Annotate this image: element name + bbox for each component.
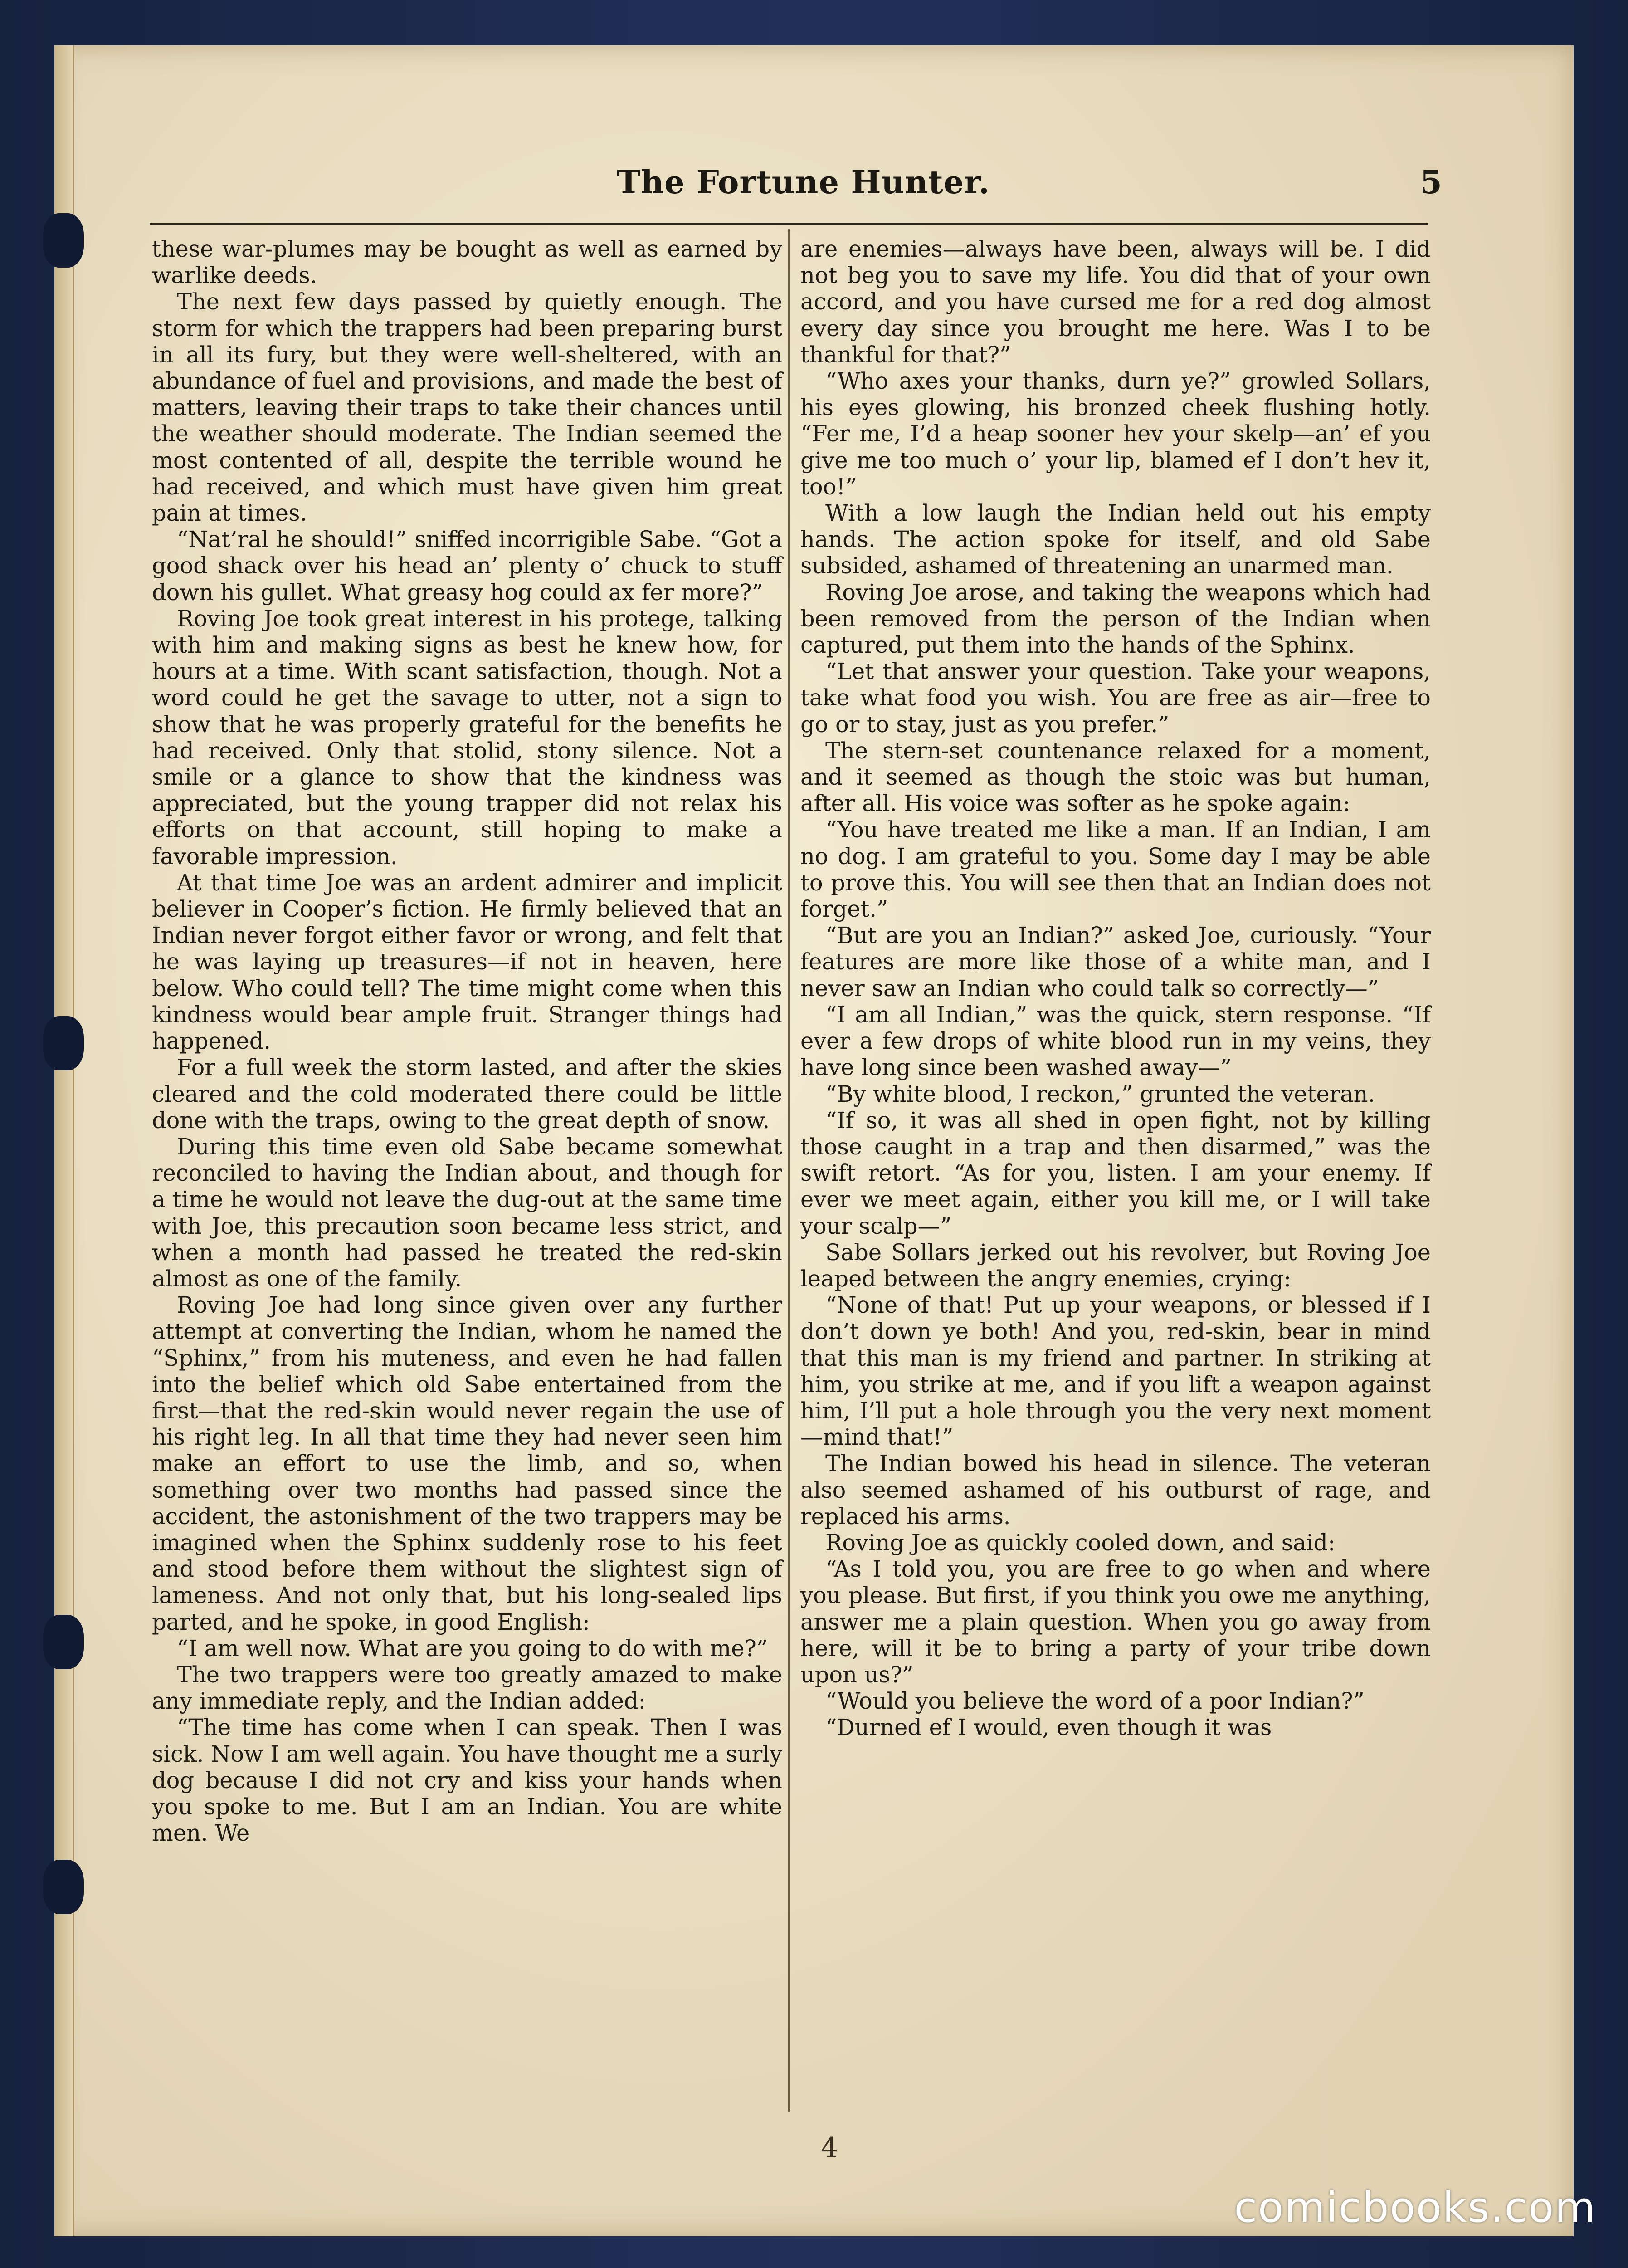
paragraph: “But are you an Indian?” asked Joe, curiously. “Your features are more like those of a white man, and I never saw an Indian who could talk so correctly—”: [800, 922, 1431, 1002]
page-footer-mark: 4: [821, 2132, 838, 2164]
paragraph: “I am well now. What are you going to do with me?”: [177, 1635, 768, 1662]
paragraph: Sabe Sollars jerked out his revolver, but Roving Joe leaped between the angry enemies, crying:: [800, 1239, 1431, 1292]
paragraph: “By white blood, I reckon,” grunted the veteran.: [825, 1080, 1375, 1107]
binding-tear-mark: [43, 1016, 84, 1070]
paragraph: “You have treated me like a man. If an Indian, I am no dog. I am grateful to you. Some day I may be able to prove this. You will see then that an Indian does not forget.”: [800, 816, 1431, 923]
binding-tear-mark: [43, 1615, 84, 1669]
page-number: 5: [1420, 163, 1442, 201]
paragraph: “Let that answer your question. Take your weapons, take what food you wish. You are free as air—free to go or to stay, just as you prefer.”: [800, 658, 1431, 738]
paragraph: “Who axes your thanks, durn ye?” growled Sollars, his eyes glowing, his bronzed cheek flushing hotly. “Fer me, I’d a heap sooner hev your skelp—an’ ef you give me too much o’ your lip, blamed ef I don’t hev it, too!”: [800, 368, 1431, 500]
paragraph: “Nat’ral he should!” sniffed incorrigible Sabe. “Got a good shack over his head an’ plenty o’ chuck to stuff down his gullet. What greasy hog could ax fer more?”: [152, 526, 782, 606]
watermark-logo: comicbooks.com: [1234, 2183, 1596, 2232]
column-divider: [788, 229, 790, 2112]
paragraph: The Indian bowed his head in silence. The veteran also seemed ashamed of his outburst of rage, and replaced his arms.: [800, 1450, 1431, 1530]
paragraph: “Durned ef I would, even though it was: [825, 1714, 1272, 1741]
paragraph: “If so, it was all shed in open fight, not by killing those caught in a trap and then disarmed,” was the swift retort. “As for you, listen. I am your enemy. If ever we meet again, either you kill me, or I will take your scalp—”: [800, 1107, 1431, 1239]
left-column: [152, 236, 782, 1846]
paragraph: “None of that! Put up your weapons, or blessed if I don’t down ye both! And you, red-skin, bear in mind that this man is my friend and partner. In striking at him, you strike at me, and if you lift a weapon against him, I’ll put a hole through you the very next moment—mind that!”: [800, 1292, 1431, 1451]
header-rule: [150, 223, 1428, 225]
running-header: [617, 163, 1442, 213]
paragraph: The next few days passed by quietly enough. The storm for which the trappers had been preparing burst in all its fury, but they were well-sheltered, with an abundance of fuel and provisions, and made the best of matters, leaving their traps to take their chances until the weather should moderate. The Indian seemed the most contented of all, despite the terrible wound he had received, and which must have given him great pain at times.: [152, 288, 782, 527]
paragraph: Roving Joe as quickly cooled down, and said:: [825, 1529, 1336, 1556]
paragraph: Roving Joe had long since given over any further attempt at converting the Indian, whom he named the “Sphinx,” from his muteness, and even he had fallen into the belief which old Sabe entertained from the first—that the red-skin would never regain the use of his right leg. In all that time they had never seen him make an effort to use the limb, and so, when something over two months had passed since the accident, the astonishment of the two trappers may be imagined when the Sphinx suddenly rose to his feet and stood before them without the slightest sign of lameness. And not only that, but his long-sealed lips parted, and he spoke, in good English:: [152, 1292, 782, 1635]
page-title: The Fortune Hunter.: [617, 163, 990, 201]
right-column: [800, 236, 1431, 1741]
paragraph: The stern-set countenance relaxed for a moment, and it seemed as though the stoic was but human, after all. His voice was softer as he spoke again:: [800, 737, 1431, 817]
paragraph: “As I told you, you are free to go when and where you please. But first, if you think you owe me anything, answer me a plain question. When you go away from here, will it be to bring a party of your tribe down upon us?”: [800, 1556, 1431, 1688]
paragraph: During this time even old Sabe became somewhat reconciled to having the Indian about, and though for a time he would not leave the dug-out at the same time with Joe, this precaution soon became less strict, and when a month had passed he treated the red-skin almost as one of the family.: [152, 1133, 782, 1292]
paragraph: At that time Joe was an ardent admirer and implicit believer in Cooper’s fiction. He firmly believed that an Indian never forgot either favor or wrong, and felt that he was laying up treasures—if not in heaven, here below. Who could tell? The time might come when this kindness would bear ample fruit. Stranger things had happened.: [152, 869, 782, 1055]
paragraph: “Would you believe the word of a poor Indian?”: [825, 1688, 1365, 1715]
paragraph: “I am all Indian,” was the quick, stern response. “If ever a few drops of white blood run in my veins, they have long since been washed away—”: [800, 1001, 1431, 1081]
binding-tear-mark: [43, 213, 84, 268]
binding-tear-mark: [43, 1860, 84, 1914]
paragraph: For a full week the storm lasted, and after the skies cleared and the cold moderated there could be little done with the traps, owing to the great depth of snow.: [152, 1054, 782, 1134]
paragraph: Roving Joe arose, and taking the weapons which had been removed from the person of the Indian when captured, put them into the hands of the Sphinx.: [800, 579, 1431, 659]
paragraph: “The time has come when I can speak. Then I was sick. Now I am well again. You have thought me a surly dog because I did not cry and kiss your hands when you spoke to me. But I am an Indian. You are white men. We: [152, 1714, 782, 1847]
paragraph: With a low laugh the Indian held out his empty hands. The action spoke for itself, and old Sabe subsided, ashamed of threatening an unarmed man.: [800, 500, 1431, 579]
paragraph: these war-plumes may be bought as well as earned by warlike deeds.: [152, 236, 782, 289]
paragraph: Roving Joe took great interest in his protege, talking with him and making signs as best he knew how, for hours at a time. With scant satisfaction, though. Not a word could he get the savage to utter, not a sign to show that he was properly grateful for the benefits he had received. Only that stolid, stony silence. Not a smile or a glance to show that the kindness was appreciated, but the young trapper did not relax his efforts on that account, still hoping to make a favorable impression.: [152, 605, 782, 870]
paragraph: are enemies—always have been, always will be. I did not beg you to save my life. You did that of your own accord, and you have cursed me for a red dog almost every day since you brought me here. Was I to be thankful for that?”: [800, 236, 1431, 368]
paragraph: The two trappers were too greatly amazed to make any immediate reply, and the Indian added:: [152, 1661, 782, 1715]
